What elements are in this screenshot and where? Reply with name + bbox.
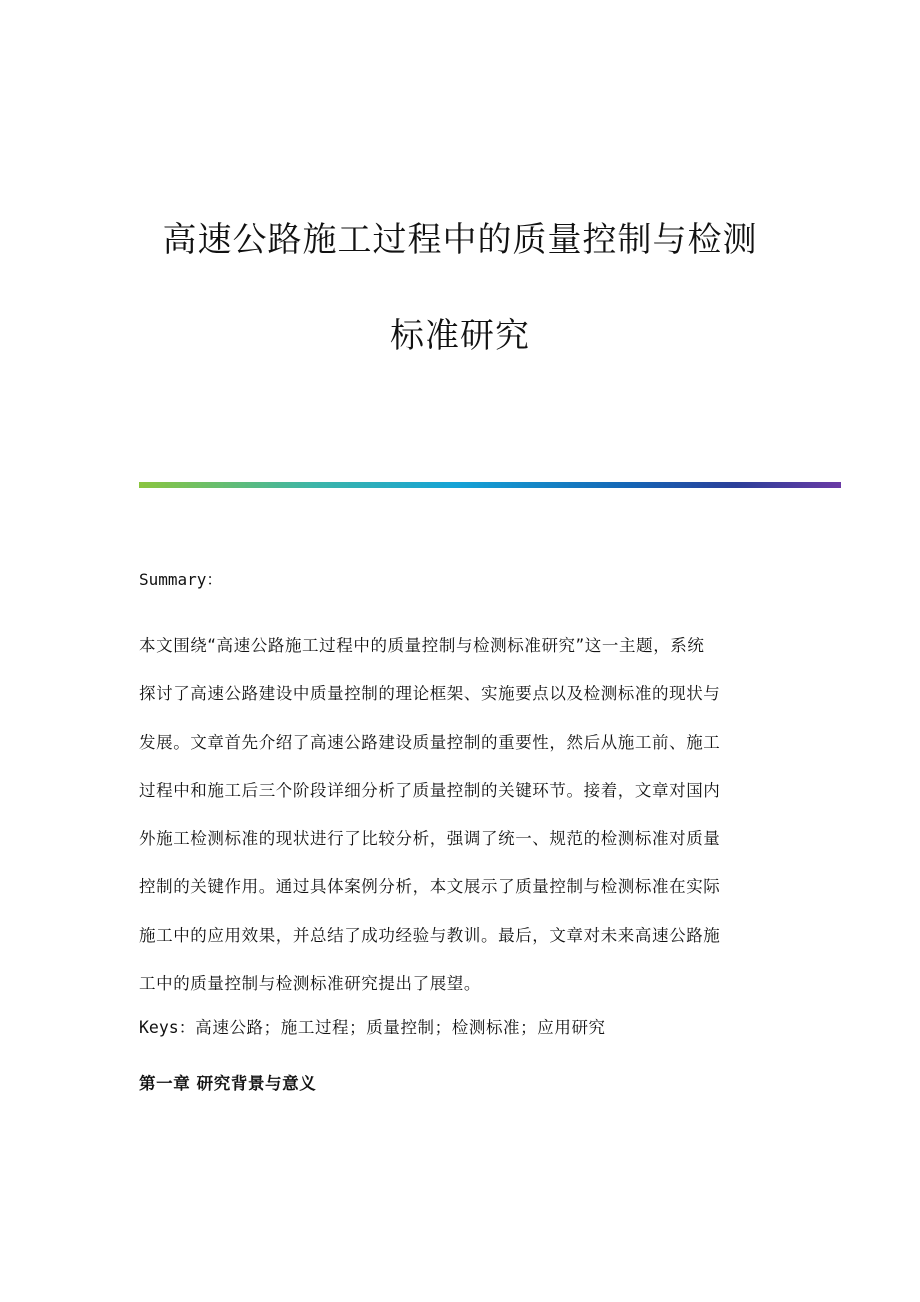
abstract-line: 本文围绕“高速公路施工过程中的质量控制与检测标准研究”这一主题，系统: [139, 636, 705, 655]
keywords-label: Keys：: [139, 1018, 196, 1037]
abstract-line: 发展。文章首先介绍了高速公路建设质量控制的重要性，然后从施工前、施工: [139, 732, 721, 752]
document-title-line-2: 标准研究: [390, 316, 530, 356]
gradient-divider: [139, 482, 841, 488]
keywords-value: 高速公路；施工过程；质量控制；检测标准；应用研究: [195, 1018, 606, 1037]
summary-label: Summary：: [139, 570, 223, 589]
abstract-line: 过程中和施工后三个阶段详细分析了质量控制的关键环节。接着，文章对国内: [139, 780, 721, 800]
abstract-body: [139, 622, 779, 1008]
abstract-line: 工中的质量控制与检测标准研究提出了展望。: [139, 974, 481, 994]
abstract-line: 控制的关键作用。通过具体案例分析，本文展示了质量控制与检测标准在实际: [139, 877, 721, 897]
keywords: [139, 1014, 606, 1042]
document-title-line-1: 高速公路施工过程中的质量控制与检测: [162, 220, 758, 260]
chapter-heading: 第一章 研究背景与意义: [139, 1074, 317, 1093]
abstract-line: 外施工检测标准的现状进行了比较分析，强调了统一、规范的检测标准对质量: [139, 829, 721, 849]
abstract-line: 施工中的应用效果，并总结了成功经验与教训。最后，文章对未来高速公路施: [139, 925, 721, 945]
abstract-line: 探讨了高速公路建设中质量控制的理论框架、实施要点以及检测标准的现状与: [139, 684, 721, 704]
